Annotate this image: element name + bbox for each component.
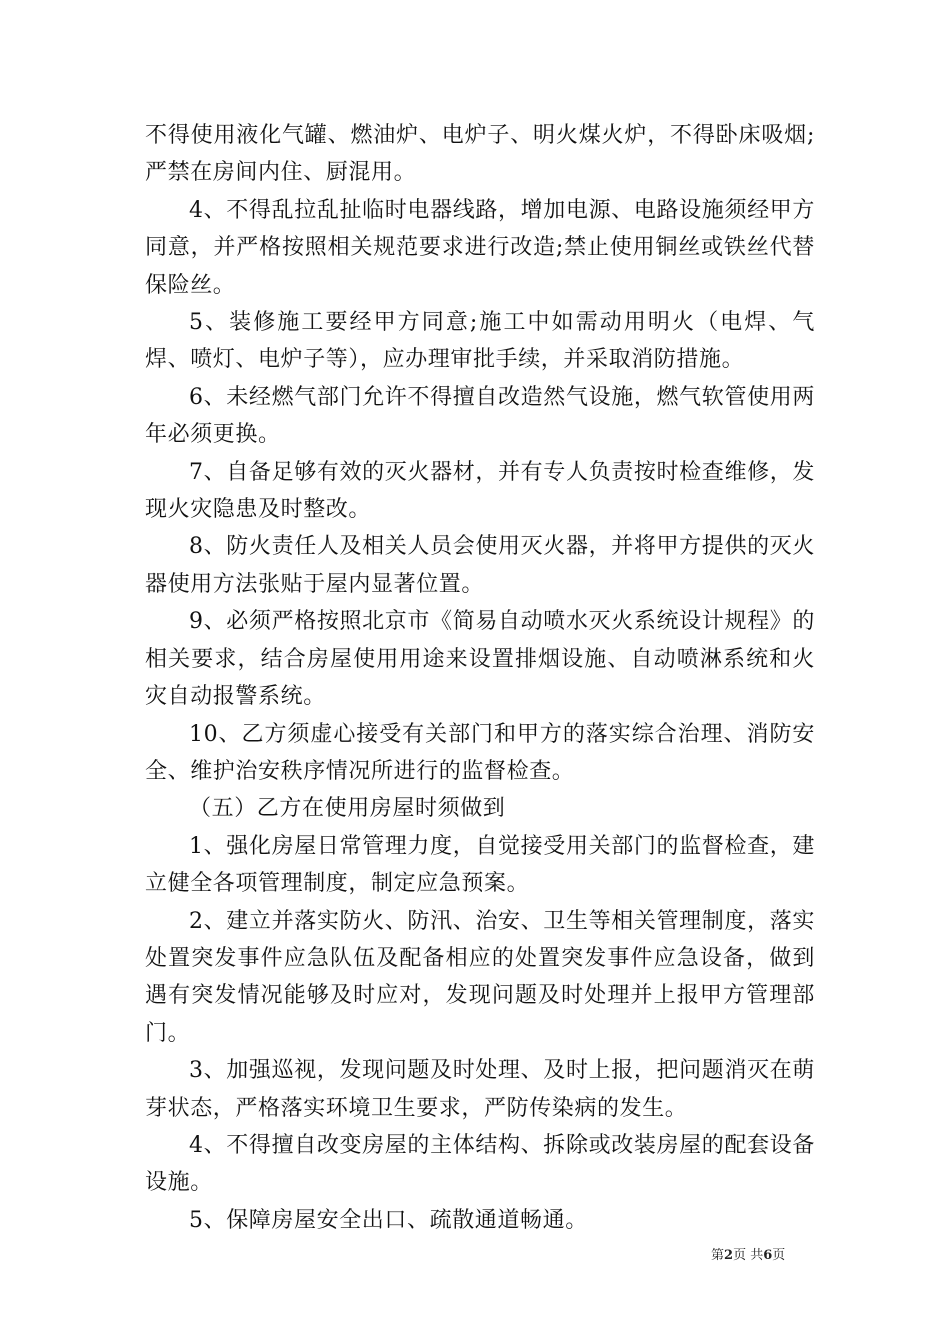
paragraph: 5、保障房屋安全出口、疏散通道畅通。 — [189, 1207, 588, 1233]
paragraph: 6、未经燃气部门允许不得擅自改造然气设施，燃气软管使用两年必须更换。 — [145, 384, 815, 448]
paragraph: 8、防火责任人及相关人员会使用灭火器，并将甲方提供的灭火器使用方法张贴于屋内显著位置。 — [145, 534, 815, 597]
paragraph: 4、不得擅自改变房屋的主体结构、拆除或改装房屋的配套设备设施。 — [145, 1132, 815, 1196]
paragraph: 2、建立并落实防火、防汛、治安、卫生等相关管理制度，落实处置突发事件应急队伍及配备相应的处置突发事件应急设备，做到遇有突发情况能够及时应对，发现问题及时处理并上报甲方管理部门。 — [145, 908, 815, 1046]
paragraph: 9、必须严格按照北京市《简易自动喷水灭火系统设计规程》的相关要求，结合房屋使用用途来设置排烟设施、自动喷淋系统和火灾自动报警系统。 — [145, 609, 815, 710]
section-heading: （五）乙方在使用房屋时须做到 — [189, 796, 506, 822]
paragraph: 5、装修施工要经甲方同意;施工中如需动用明火（电焊、气焊、喷灯、电炉子等），应办理审批手续，并采取消防措施。 — [145, 310, 815, 373]
paragraph: 10、乙方须虚心接受有关部门和甲方的落实综合治理、消防安全、维护治安秩序情况所进行的监督检查。 — [145, 721, 815, 784]
footer-middle: 页 共 — [733, 1248, 764, 1263]
document-body — [145, 117, 815, 1239]
paragraph: 3、加强巡视，发现问题及时处理、及时上报，把问题消灭在萌芽状态，严格落实环境卫生要求，严防传染病的发生。 — [145, 1058, 815, 1121]
page-footer — [711, 1247, 785, 1265]
paragraph: 不得使用液化气罐、燃油炉、电炉子、明火煤火炉，不得卧床吸烟;严禁在房间内住、厨混用。 — [145, 123, 815, 186]
footer-prefix: 第 — [711, 1248, 725, 1263]
paragraph: 1、强化房屋日常管理力度，自觉接受用关部门的监督检查，建立健全各项管理制度，制定应急预案。 — [145, 833, 815, 897]
footer-suffix: 页 — [772, 1248, 786, 1263]
total-pages-number: 6 — [763, 1248, 773, 1263]
paragraph: 4、不得乱拉乱扯临时电器线路，增加电源、电路设施须经甲方同意，并严格按照相关规范要求进行改造;禁止使用铜丝或铁丝代替保险丝。 — [145, 197, 815, 298]
current-page-number: 2 — [724, 1248, 734, 1263]
paragraph: 7、自备足够有效的灭火器材，并有专人负责按时检查维修，发现火灾隐患及时整改。 — [145, 459, 815, 523]
